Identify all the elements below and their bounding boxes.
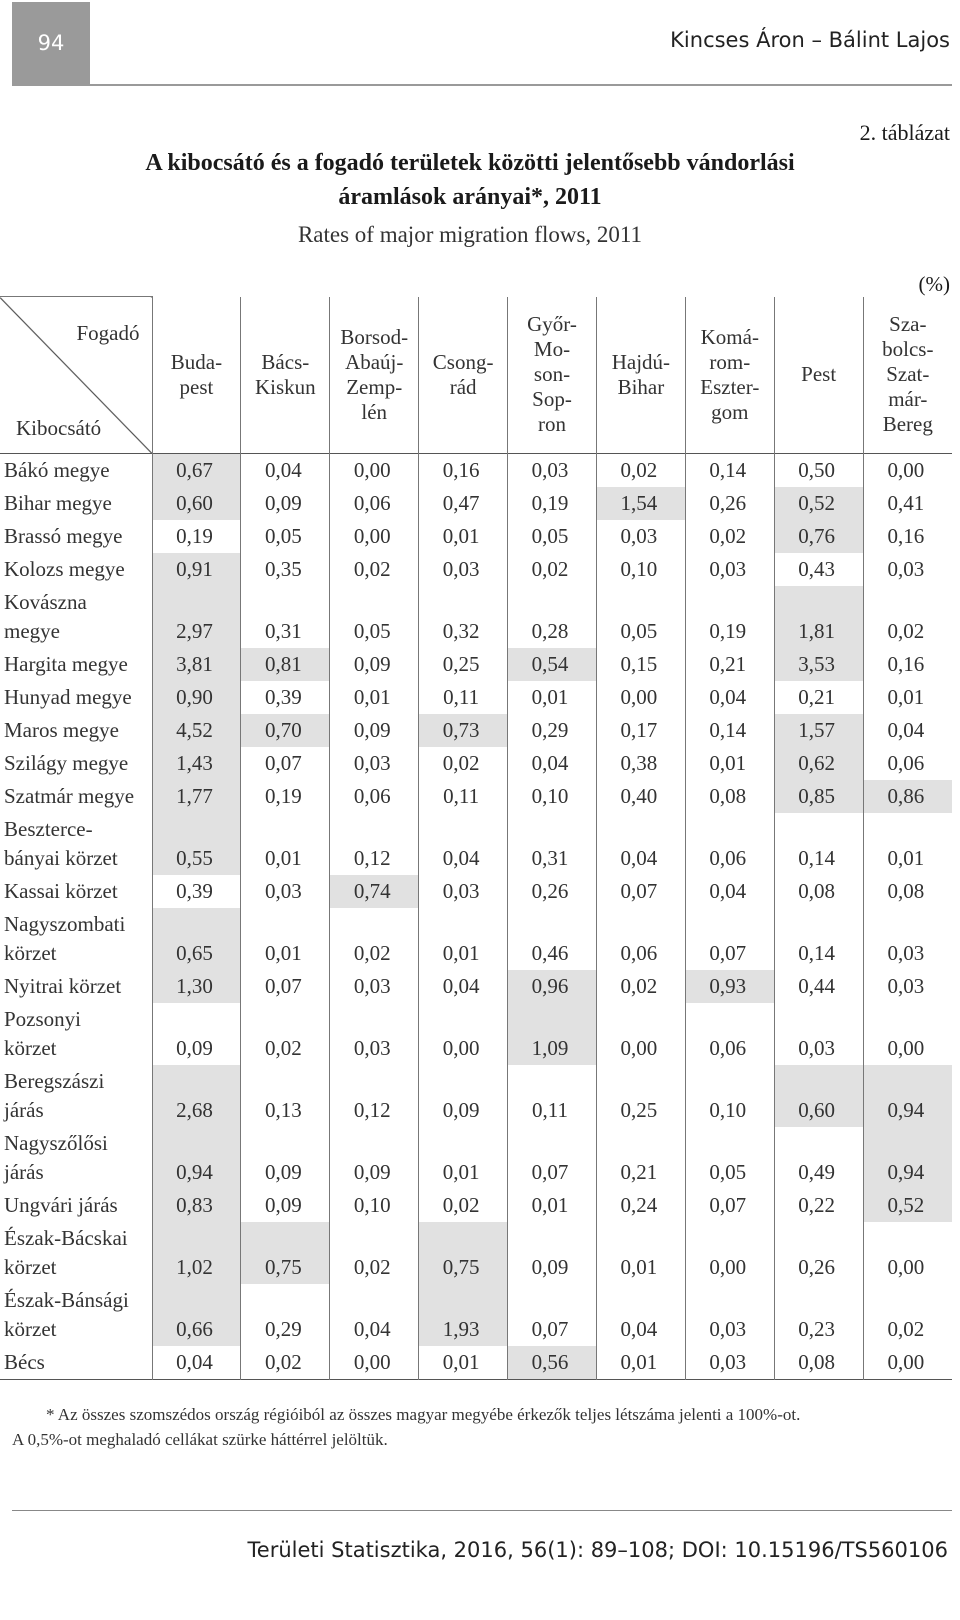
table-cell: 0,05 [330,586,419,648]
table-cell: 0,29 [241,1284,330,1346]
table-cell: 0,04 [863,714,952,747]
table-cell: 0,83 [152,1189,241,1222]
table-row [0,520,952,553]
table-cell: 0,00 [596,1003,685,1065]
table-cell: 0,02 [419,747,508,780]
table-cell: 0,14 [774,908,863,970]
table-row [0,970,952,1003]
table-cell: 0,08 [774,875,863,908]
table-cell: 0,04 [685,681,774,714]
table-row [0,747,952,780]
corner-header [0,297,152,454]
table-cell: 0,03 [863,553,952,586]
table-cell: 0,43 [774,553,863,586]
table-cell: 0,81 [241,648,330,681]
table-cell: 0,03 [419,875,508,908]
table-cell: 0,03 [685,553,774,586]
table-cell: 0,00 [863,454,952,488]
migration-table [0,296,952,1380]
table-cell: 0,04 [596,1284,685,1346]
table-cell: 0,03 [419,553,508,586]
header-row [0,297,952,454]
row-label: Beregszászi járás [4,1069,105,1122]
table-cell: 0,11 [419,780,508,813]
table-title: A kibocsátó és a fogadó területek közötti jelentősebb vándorlási áramlások arányai*, 2011 [145,150,795,210]
table-cell: 0,00 [330,520,419,553]
table-cell: 0,19 [241,780,330,813]
table-cell: 0,07 [508,1127,597,1189]
table-cell: 0,01 [685,747,774,780]
table-cell: 0,06 [863,747,952,780]
table-cell: 0,41 [863,487,952,520]
table-cell: 0,01 [508,1189,597,1222]
table-cell: 0,03 [863,908,952,970]
table-cell: 0,10 [685,1065,774,1127]
table-cell: 0,22 [774,1189,863,1222]
table-cell: 0,14 [774,813,863,875]
table-row [0,553,952,586]
table-cell: 0,09 [241,1189,330,1222]
row-label: Nagyszombati körzet [4,912,126,965]
table-cell: 0,05 [685,1127,774,1189]
table-cell: 0,21 [596,1127,685,1189]
table-cell: 0,09 [330,1127,419,1189]
table-cell: 0,00 [330,454,419,488]
table-cell: 0,67 [152,454,241,488]
table-row [0,1222,952,1284]
table-cell: 0,10 [330,1189,419,1222]
table-row [0,586,952,648]
table-cell: 0,03 [685,1284,774,1346]
table-cell: 0,09 [241,1127,330,1189]
table-cell: 0,91 [152,553,241,586]
table-row [0,1189,952,1222]
table-cell: 3,53 [774,648,863,681]
table-cell: 0,04 [685,875,774,908]
header-rule [12,84,952,86]
table-cell: 1,30 [152,970,241,1003]
table-cell: 0,49 [774,1127,863,1189]
table-cell: 0,39 [152,875,241,908]
row-label: Észak-Bácskai körzet [4,1226,128,1279]
row-label: Kovászna megye [4,590,87,643]
table-cell: 4,52 [152,714,241,747]
table-row [0,875,952,908]
table-row [0,454,952,488]
table-cell: 1,93 [419,1284,508,1346]
table-cell: 0,70 [241,714,330,747]
table-cell: 0,02 [863,1284,952,1346]
table-cell: 0,62 [774,747,863,780]
footnote-line-2: A 0,5%-ot meghaladó cellákat szürke háttérrel jelöltük. [12,1430,388,1449]
table-cell: 0,01 [419,1346,508,1380]
table-cell: 1,43 [152,747,241,780]
row-label: Brassó megye [4,524,123,548]
table-cell: 0,00 [863,1003,952,1065]
table-cell: 0,31 [241,586,330,648]
table-cell: 0,39 [241,681,330,714]
table-cell: 0,03 [508,454,597,488]
table-cell: 0,07 [685,1189,774,1222]
table-cell: 0,66 [152,1284,241,1346]
table-cell: 0,02 [330,553,419,586]
table-cell: 0,02 [508,553,597,586]
table-cell: 0,04 [596,813,685,875]
table-cell: 0,01 [863,813,952,875]
table-cell: 0,09 [330,714,419,747]
table-cell: 0,08 [863,875,952,908]
table-cell: 0,60 [152,487,241,520]
table-cell: 1,57 [774,714,863,747]
table-subtitle: Rates of major migration flows, 2011 [297,222,643,247]
table-cell: 0,56 [508,1346,597,1380]
table-cell: 0,55 [152,813,241,875]
footnote [12,1402,942,1452]
table-cell: 0,24 [596,1189,685,1222]
column-header: Győr- Mo- son- Sop- ron [508,297,597,454]
table-cell: 0,76 [774,520,863,553]
table-cell: 0,02 [685,520,774,553]
table-cell: 0,03 [330,970,419,1003]
row-label: Szilágy megye [4,751,129,775]
table-cell: 0,94 [863,1127,952,1189]
table-cell: 0,90 [152,681,241,714]
unit-label: (%) [918,272,950,296]
row-label: Bihar megye [4,491,112,515]
table-cell: 0,06 [596,908,685,970]
table-cell: 0,01 [596,1222,685,1284]
footnote-line-1: * Az összes szomszédos ország régióiból az összes magyar megyébe érkezők teljes létszáma jelenti a 100%-ot. [46,1405,801,1424]
table-cell: 0,06 [330,487,419,520]
table-row [0,1284,952,1346]
table-cell: 0,05 [508,520,597,553]
table-cell: 0,02 [863,586,952,648]
table-cell: 0,11 [419,681,508,714]
table-cell: 0,09 [419,1065,508,1127]
table-cell: 0,00 [419,1003,508,1065]
table-cell: 1,77 [152,780,241,813]
table-cell: 0,73 [419,714,508,747]
table-cell: 0,03 [596,520,685,553]
corner-sending-label: Kibocsátó [16,416,102,440]
table-row [0,780,952,813]
table-cell: 0,16 [419,454,508,488]
row-label: Bákó megye [4,458,110,482]
row-label: Kassai körzet [4,879,118,903]
table-cell: 0,46 [508,908,597,970]
table-cell: 0,26 [685,487,774,520]
row-label: Hargita megye [4,652,128,676]
table-cell: 0,21 [685,648,774,681]
column-header: Pest [774,297,863,454]
table-cell: 0,32 [419,586,508,648]
table-row [0,1065,952,1127]
row-label: Hunyad megye [4,685,132,709]
footer-rule [12,1510,952,1511]
table-cell: 0,93 [685,970,774,1003]
table-cell: 0,47 [419,487,508,520]
table-label: 2. táblázat [859,120,950,145]
journal-citation: Területi Statisztika, 2016, 56(1): 89–108; DOI: 10.15196/TS560106 [247,1538,948,1562]
table-cell: 0,03 [774,1003,863,1065]
table-cell: 0,44 [774,970,863,1003]
row-label: Nagyszőlősi járás [4,1131,108,1184]
row-label: Észak-Bánsági körzet [4,1288,129,1341]
table-cell: 0,03 [863,970,952,1003]
table-cell: 0,14 [685,714,774,747]
table-cell: 0,08 [774,1346,863,1380]
table-cell: 1,81 [774,586,863,648]
table-cell: 0,16 [863,648,952,681]
table-cell: 0,96 [508,970,597,1003]
row-label: Maros megye [4,718,119,742]
column-header: Borsod- Abaúj- Zemp- lén [330,297,419,454]
table-row [0,648,952,681]
table-row [0,487,952,520]
row-label: Bécs [4,1350,45,1374]
table-cell: 0,04 [419,970,508,1003]
table-cell: 0,07 [685,908,774,970]
table-cell: 0,02 [596,454,685,488]
table-cell: 0,28 [508,586,597,648]
table-cell: 0,06 [685,1003,774,1065]
table-row [0,1003,952,1065]
table-cell: 0,15 [596,648,685,681]
table-cell: 0,02 [330,1222,419,1284]
row-label: Beszterce- bányai körzet [4,817,118,870]
table-row [0,1127,952,1189]
table-cell: 0,94 [863,1065,952,1127]
table-cell: 0,01 [419,908,508,970]
table-row [0,714,952,747]
migration-table-container [0,296,952,1380]
table-cell: 0,75 [241,1222,330,1284]
table-cell: 0,03 [330,747,419,780]
table-cell: 0,09 [152,1003,241,1065]
table-cell: 0,03 [685,1346,774,1380]
column-header: Komá- rom- Eszter- gom [685,297,774,454]
table-cell: 0,04 [241,454,330,488]
table-cell: 0,35 [241,553,330,586]
table-cell: 0,02 [241,1346,330,1380]
table-cell: 0,05 [596,586,685,648]
row-label: Kolozs megye [4,557,125,581]
table-cell: 0,08 [685,780,774,813]
row-label: Ungvári járás [4,1193,118,1217]
table-cell: 0,25 [419,648,508,681]
column-header: Hajdú- Bihar [596,297,685,454]
table-cell: 0,10 [508,780,597,813]
table-cell: 0,01 [241,813,330,875]
table-cell: 0,01 [863,681,952,714]
table-cell: 0,52 [863,1189,952,1222]
table-cell: 0,11 [508,1065,597,1127]
table-cell: 0,04 [152,1346,241,1380]
table-cell: 0,94 [152,1127,241,1189]
table-cell: 0,03 [330,1003,419,1065]
table-cell: 0,01 [508,681,597,714]
table-cell: 0,60 [774,1065,863,1127]
table-cell: 0,52 [774,487,863,520]
table-row [0,681,952,714]
table-cell: 0,86 [863,780,952,813]
table-cell: 0,05 [241,520,330,553]
table-body [0,454,952,1380]
table-row [0,1346,952,1380]
table-cell: 0,31 [508,813,597,875]
table-cell: 0,21 [774,681,863,714]
table-cell: 0,00 [863,1346,952,1380]
table-cell: 0,14 [685,454,774,488]
table-cell: 0,12 [330,813,419,875]
table-cell: 0,04 [508,747,597,780]
table-cell: 0,25 [596,1065,685,1127]
table-cell: 1,02 [152,1222,241,1284]
table-cell: 0,02 [419,1189,508,1222]
column-header: Buda- pest [152,297,241,454]
table-cell: 0,19 [508,487,597,520]
table-cell: 0,09 [241,487,330,520]
table-cell: 1,09 [508,1003,597,1065]
running-head-authors: Kincses Áron – Bálint Lajos [670,28,950,52]
row-label: Pozsonyi körzet [4,1007,82,1060]
table-cell: 0,06 [330,780,419,813]
row-label: Szatmár megye [4,784,135,808]
table-cell: 0,09 [330,648,419,681]
table-cell: 0,85 [774,780,863,813]
table-cell: 0,26 [774,1222,863,1284]
table-cell: 0,02 [596,970,685,1003]
table-cell: 0,17 [596,714,685,747]
table-cell: 0,10 [596,553,685,586]
page-number: 94 [12,2,90,84]
row-label: Nyitrai körzet [4,974,122,998]
table-cell: 3,81 [152,648,241,681]
table-cell: 0,00 [596,681,685,714]
table-cell: 0,02 [241,1003,330,1065]
table-cell: 0,07 [241,970,330,1003]
table-cell: 0,75 [419,1222,508,1284]
table-cell: 1,54 [596,487,685,520]
table-cell: 0,26 [508,875,597,908]
table-cell: 0,07 [596,875,685,908]
table-cell: 0,07 [241,747,330,780]
table-cell: 0,02 [330,908,419,970]
table-cell: 0,19 [152,520,241,553]
table-cell: 0,23 [774,1284,863,1346]
table-cell: 0,54 [508,648,597,681]
table-cell: 0,12 [330,1065,419,1127]
table-cell: 0,01 [330,681,419,714]
corner-receiving-label: Fogadó [76,321,140,345]
table-cell: 0,19 [685,586,774,648]
table-cell: 0,74 [330,875,419,908]
table-cell: 0,00 [330,1346,419,1380]
table-cell: 0,01 [419,1127,508,1189]
table-cell: 0,01 [419,520,508,553]
table-cell: 0,00 [863,1222,952,1284]
table-row [0,908,952,970]
table-cell: 0,04 [330,1284,419,1346]
table-cell: 0,38 [596,747,685,780]
column-header: Bács- Kiskun [241,297,330,454]
table-cell: 0,04 [419,813,508,875]
table-cell: 0,06 [685,813,774,875]
table-cell: 0,09 [508,1222,597,1284]
table-cell: 2,68 [152,1065,241,1127]
table-cell: 0,03 [241,875,330,908]
column-header: Csong- rád [419,297,508,454]
table-cell: 0,40 [596,780,685,813]
column-header: Sza- bolcs- Szat- már- Bereg [863,297,952,454]
table-cell: 0,13 [241,1065,330,1127]
table-cell: 0,00 [685,1222,774,1284]
table-cell: 0,65 [152,908,241,970]
table-cell: 0,16 [863,520,952,553]
table-cell: 0,29 [508,714,597,747]
table-cell: 0,01 [241,908,330,970]
table-cell: 0,07 [508,1284,597,1346]
table-cell: 0,01 [596,1346,685,1380]
table-cell: 2,97 [152,586,241,648]
table-cell: 0,50 [774,454,863,488]
table-row [0,813,952,875]
